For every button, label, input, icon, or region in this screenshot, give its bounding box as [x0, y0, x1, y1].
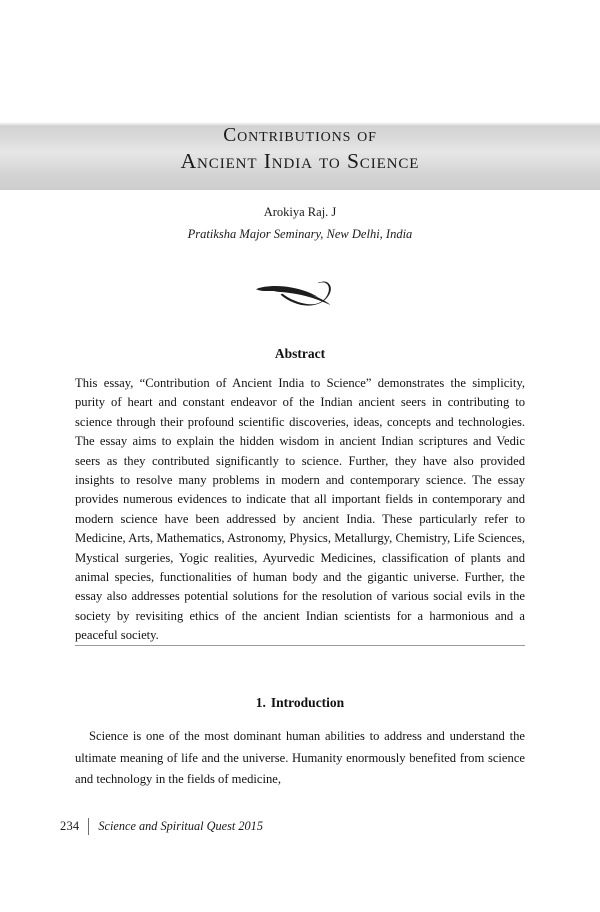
author-block: [0, 203, 600, 244]
section-body-introduction: Science is one of the most dominant human abilities to address and understand the ultimate meaning of life and the universe. Humanity enormously benefited from science and technology in the fields of medicine,: [75, 729, 525, 786]
title-line-2: Ancient India to Science: [180, 148, 420, 173]
page-footer: [60, 816, 263, 836]
abstract-text: This essay, “Contribution of Ancient India to Science” demonstrates the simplicity, purity of heart and constant endeavor of the Indian ancient seers in contributing to science through their profound scientific discoveries, ideas, concepts and technologies. The essay aims to explain the hidden wisdom in ancient Indian scriptures and Vedic seers as they contributed significantly to science. Further, they have also provided insights to resolve many problems in modern and contemporary science. The essay provides numerous evidences to indicate that all important fields in contemporary and modern science have been addressed by ancient India. These particularly refer to Medicine, Arts, Mathematics, Astronomy, Physics, Metallurgy, Chemistry, Life Sciences, Mystical surgeries, Yogic realities, Ayurvedic Medicines, classification of plants and animal species, functionalities of human body and the gigantic universe. Further, the essay also addresses potential solutions for the resolution of various social evils in the society by revisiting ethics of the ancient Indian scientists for a harmonious and a peaceful society.: [75, 376, 525, 643]
section-title: Introduction: [270, 695, 345, 710]
footer-divider: [88, 818, 89, 835]
page-title: [0, 124, 600, 174]
calligraphic-flourish-icon: [252, 276, 348, 310]
abstract-divider-rule: [75, 645, 525, 646]
section-heading-introduction: [0, 695, 600, 711]
title-line-1: Contributions of: [223, 125, 377, 146]
author-name: Arokiya Raj. J: [263, 205, 337, 219]
footer-journal-name: Science and Spiritual Quest 2015: [98, 818, 263, 833]
section-number: 1.: [255, 695, 266, 710]
author-affiliation: Pratiksha Major Seminary, New Delhi, India: [187, 226, 413, 241]
abstract-heading: Abstract: [274, 346, 326, 361]
footer-page-number: 234: [60, 818, 80, 833]
